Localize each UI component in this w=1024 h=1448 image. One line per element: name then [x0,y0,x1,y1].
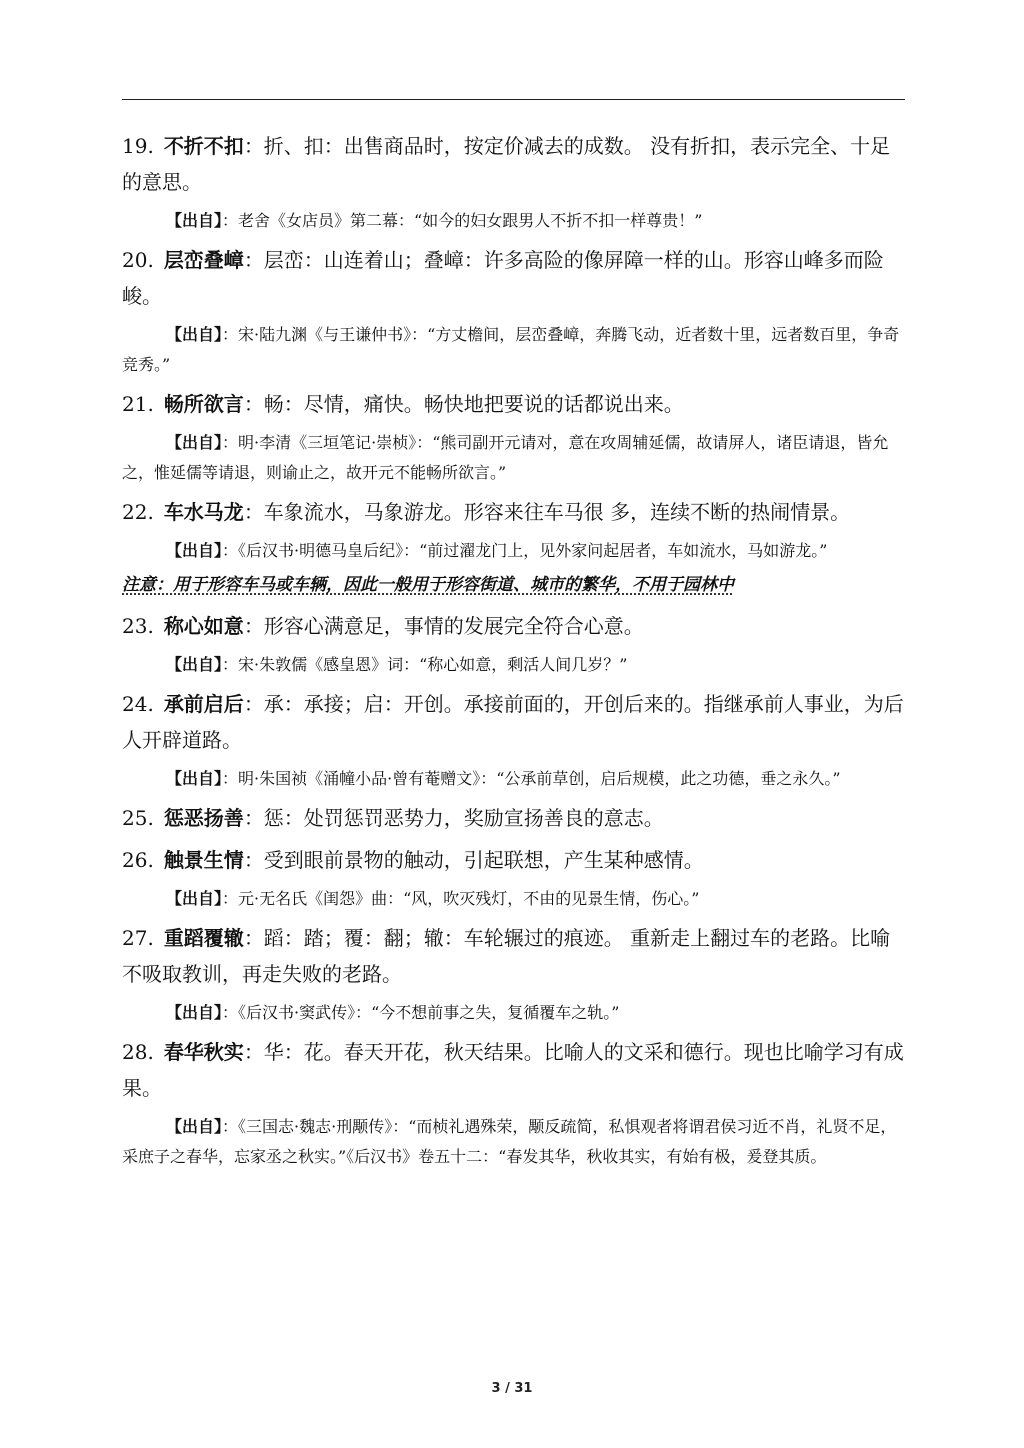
source-tag: 【出自】 [166,211,223,230]
source-text: ：明·李清《三垣笔记·崇桢》：“熊司副开元请对，意在攻周辅延儒，故请屏人，诸臣请退，皆允之，惟延儒等请退，则谕止之，故开元不能畅所欲言。” [122,433,889,482]
idiom-source [122,320,904,380]
idiom-term: 触景生情 [163,848,244,872]
idiom-source [122,206,904,236]
idiom-definition: ：惩：处罚惩罚恶势力，奖励宣扬善良的意志。 [243,806,664,830]
source-text: ：元·无名氏《闺怨》曲：“风，吹灭残灯，不由的见景生情，伤心。” [222,889,700,908]
entry-number: 24. [122,692,154,716]
idiom-definition: ：形容心满意足，事情的发展完全符合心意。 [243,614,644,638]
entry-number: 23. [122,614,154,638]
idiom-term: 畅所欲言 [163,392,244,416]
idiom-term: 称心如意 [163,614,244,638]
entry-number: 19. [122,134,154,158]
idiom-definition: ：车象流水，马象游龙。形容来往车马很 多，连续不断的热闹情景。 [243,500,851,524]
entry-number: 21. [122,392,154,416]
entry-number: 28. [122,1040,154,1064]
source-text: ：《后汉书·明德马皇后纪》：“前过濯龙门上，见外家问起居者，车如流水，马如游龙。” [222,541,828,560]
idiom-definition: ：承：承接；启：开创。承接前面的，开创后来的。指继承前人事业，为后人开辟道路。 [122,692,904,752]
idiom-term: 重蹈覆辙 [163,926,244,950]
idiom-source [122,1112,904,1172]
idiom-source [122,764,904,794]
idiom-definition: ：受到眼前景物的触动，引起联想，产生某种感情。 [243,848,704,872]
idiom-entry-26 [122,842,904,878]
source-tag: 【出自】 [166,1003,223,1022]
idiom-source [122,650,904,680]
document-body [122,128,904,1178]
idiom-term: 承前启后 [163,692,244,716]
idiom-term: 惩恶扬善 [163,806,244,830]
page-number: 3 / 31 [491,1381,533,1396]
idiom-entry-20 [122,242,904,314]
idiom-entry-19 [122,128,904,200]
entry-number: 26. [122,848,154,872]
source-tag: 【出自】 [166,325,223,344]
idiom-entry-22 [122,494,904,530]
idiom-entry-23 [122,608,904,644]
source-tag: 【出自】 [166,541,223,560]
idiom-definition: ：折、扣：出售商品时，按定价减去的成数。 没有折扣，表示完全、十足的意思。 [122,134,891,194]
idiom-entry-21 [122,386,904,422]
idiom-source [122,884,904,914]
source-tag: 【出自】 [166,1117,223,1136]
idiom-definition: ：华：花。春天开花，秋天结果。比喻人的文采和德行。现也比喻学习有成果。 [122,1040,904,1100]
idiom-source [122,536,904,566]
source-text: ：老舍《女店员》第二幕：“如今的妇女跟男人不折不扣一样尊贵！” [222,211,703,230]
idiom-source [122,428,904,488]
idiom-term: 层峦叠嶂 [163,248,244,272]
source-tag: 【出自】 [166,889,223,908]
source-tag: 【出自】 [166,769,223,788]
idiom-term: 不折不扣 [163,134,244,158]
idiom-term: 车水马龙 [163,500,244,524]
entry-number: 22. [122,500,154,524]
header-rule [122,99,905,100]
idiom-entry-28 [122,1034,904,1106]
entry-number: 20. [122,248,154,272]
source-text: ：宋·陆九渊《与王谦仲书》：“方丈檐间，层峦叠嶂，奔腾飞动，近者数十里，远者数百里，争奇竞秀。” [122,325,900,374]
idiom-definition: ：层峦：山连着山；叠嶂：许多高险的像屏障一样的山。形容山峰多而险峻。 [122,248,884,308]
idiom-definition: ：蹈：踏；覆：翻；辙：车轮辗过的痕迹。 重新走上翻过车的老路。比喻不吸取教训，再走失败的老路。 [122,926,891,986]
usage-note: 注意：用于形容车马或车辆，因此一般用于形容街道、城市的繁华，不用于园林中 [122,575,734,595]
idiom-source [122,998,904,1028]
idiom-definition: ：畅：尽情，痛快。畅快地把要说的话都说出来。 [243,392,684,416]
idiom-entry-25 [122,800,904,836]
idiom-entry-24 [122,686,904,758]
source-text: ：明·朱国祯《涌幢小品·曾有菴赠文》：“公承前草创，启后规模，此之功德，垂之永久。” [222,769,841,788]
entry-number: 25. [122,806,154,830]
source-text: ：《后汉书·窦武传》：“今不想前事之失，复循覆车之轨。” [222,1003,620,1022]
idiom-term: 春华秋实 [163,1040,244,1064]
idiom-entry-27 [122,920,904,992]
source-tag: 【出自】 [166,655,223,674]
source-text: ：宋·朱敦儒《感皇恩》词：“称心如意，剩活人间几岁？” [222,655,628,674]
source-text: ：《三国志·魏志·刑颙传》：“而桢礼遇殊荣，颙反疏简，私惧观者将谓君侯习近不肖，礼贤不足，采庶子之春华，忘家丞之秋实。”《后汉书》卷五十二：“春发其华，秋收其实，有始有极，爰登其质。 [122,1117,897,1166]
source-tag: 【出自】 [166,433,223,452]
entry-number: 27. [122,926,154,950]
